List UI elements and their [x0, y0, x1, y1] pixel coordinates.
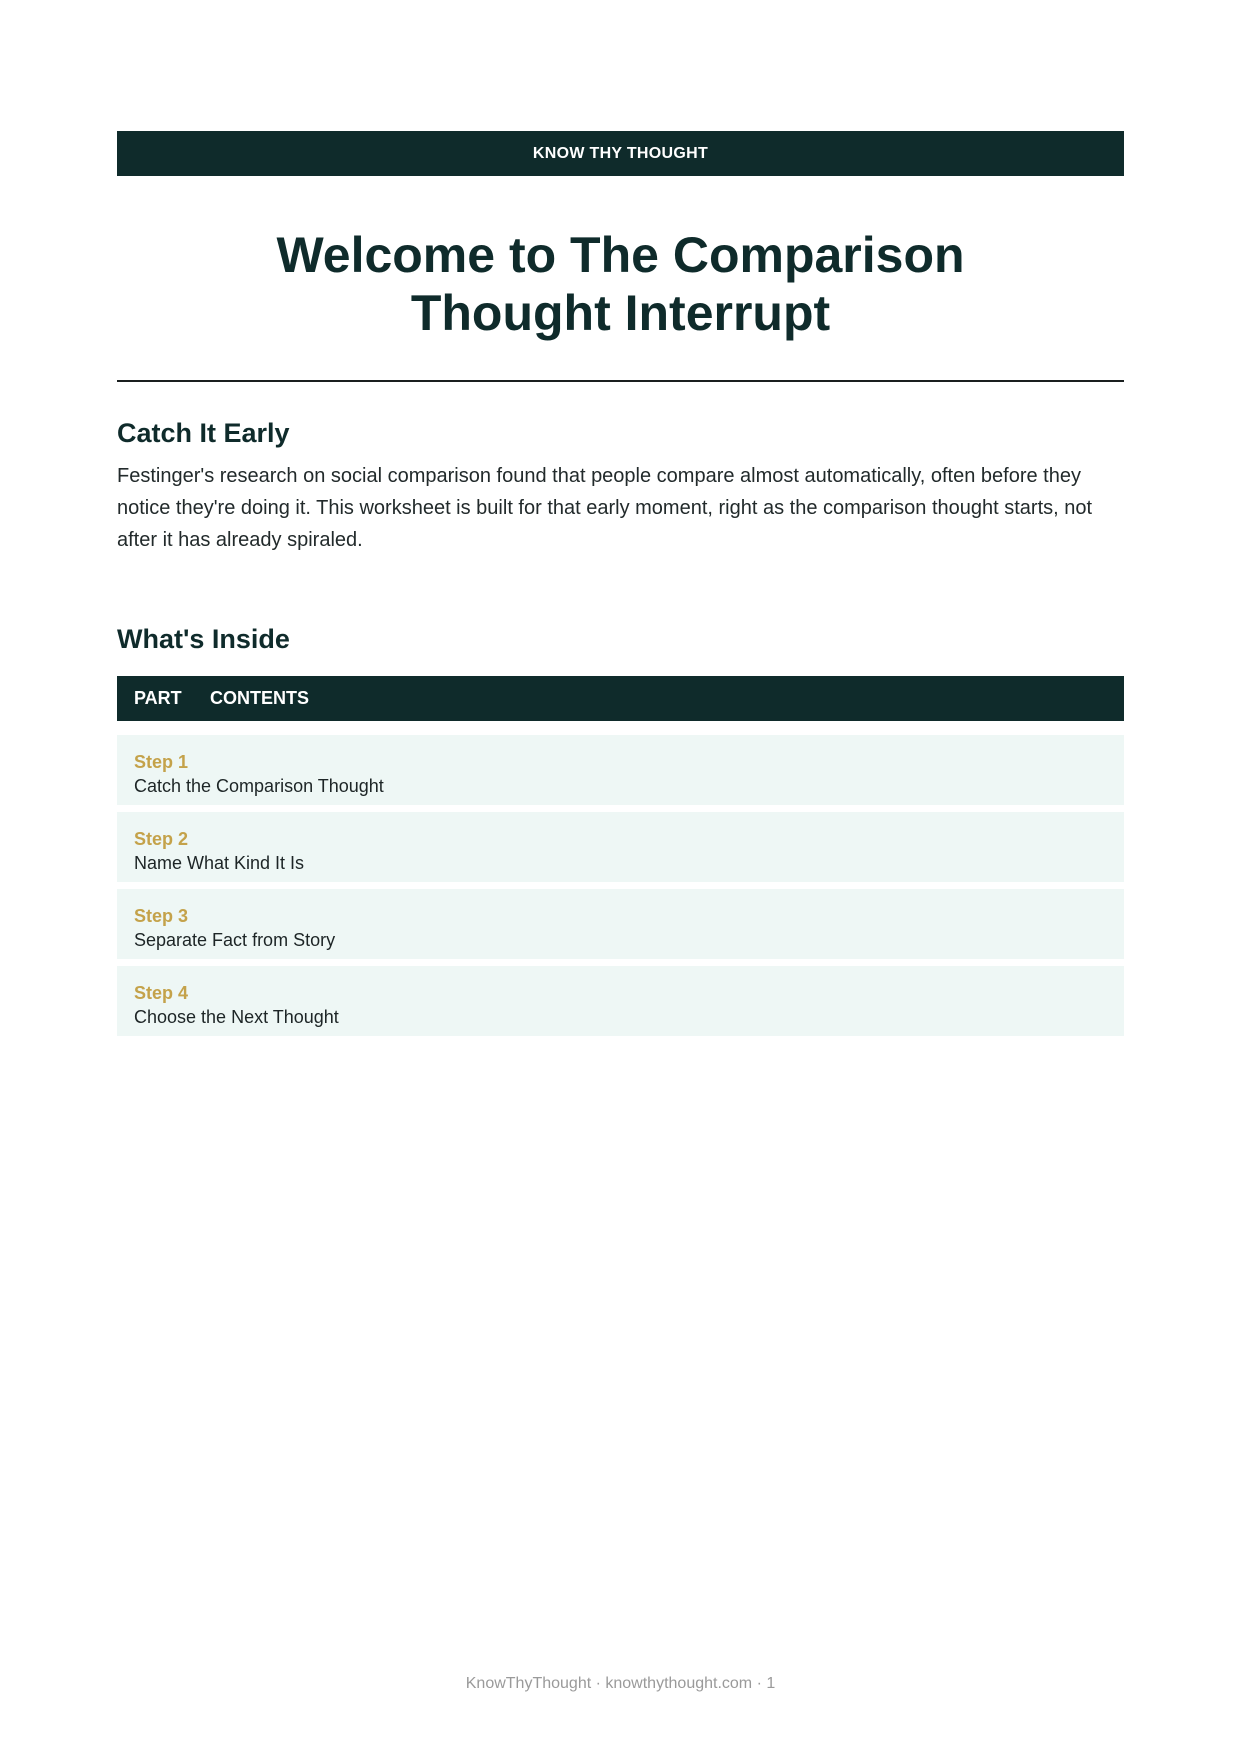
page-title-line-2: Thought Interrupt: [410, 285, 831, 341]
intro-paragraph: Festinger's research on social comparison found that people compare almost automatically, often before they notice they're doing it. This worksheet is built for that early moment, right as the comparison thought starts, not after it has already spiraled.: [117, 465, 1093, 551]
step-label: Step 2: [134, 829, 189, 849]
step-title: Catch the Comparison Thought: [134, 776, 384, 796]
column-header-part: PART: [134, 688, 182, 708]
contents-table-header: [117, 676, 1124, 721]
table-row: [117, 966, 1124, 1036]
table-row: [117, 812, 1124, 882]
step-title: Choose the Next Thought: [134, 1007, 339, 1027]
step-label: Step 3: [134, 906, 189, 926]
brand-header-bar: [117, 131, 1124, 176]
step-label: Step 1: [134, 752, 189, 772]
title-divider: [117, 380, 1124, 382]
column-header-contents: CONTENTS: [210, 688, 309, 708]
contents-table-body: [117, 735, 1124, 1036]
brand-name: KNOW THY THOUGHT: [532, 144, 709, 162]
section-heading-inside: What's Inside: [117, 624, 290, 654]
table-row: [117, 889, 1124, 959]
worksheet-page: [117, 131, 1124, 1036]
step-title: Name What Kind It Is: [134, 853, 305, 873]
step-title: Separate Fact from Story: [134, 930, 336, 950]
section-heading-catch: Catch It Early: [117, 418, 290, 448]
page-title: [117, 226, 1124, 342]
page-footer: KnowThyThought · knowthythought.com · 1: [465, 1675, 776, 1692]
step-label: Step 4: [134, 983, 189, 1003]
table-row: [117, 735, 1124, 805]
page-title-line-1: Welcome to The Comparison: [276, 227, 965, 283]
